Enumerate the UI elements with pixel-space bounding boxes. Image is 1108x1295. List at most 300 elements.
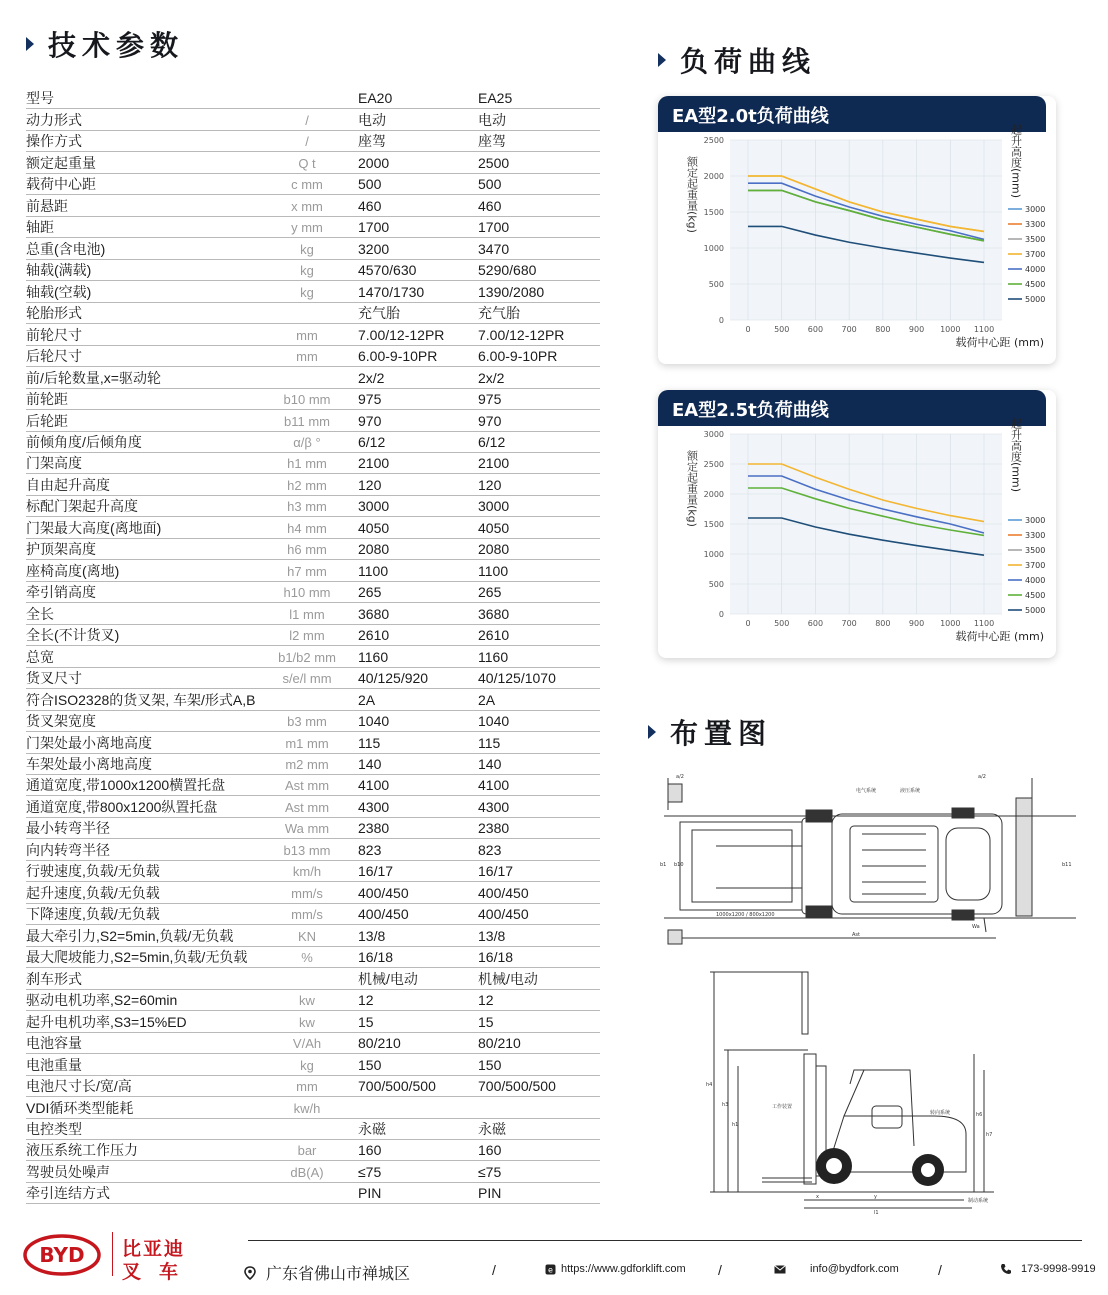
spec-row [26,281,600,302]
spec-value-ea20: 4300 [358,798,390,815]
legend-label: 4000 [1025,576,1046,585]
spec-value-ea20: 座驾 [358,133,386,150]
legend-label: 4500 [1025,591,1046,600]
y-axis-label: 额定起重量(kg) [685,156,699,233]
spec-name: 护顶架高度 [26,541,96,558]
spec-row [26,1054,600,1075]
spec-row [26,195,600,216]
spec-name: 货叉架宽度 [26,713,96,730]
y-tick-label: 3000 [703,430,724,439]
spec-name: 总宽 [26,648,54,665]
mail-icon [774,1264,786,1274]
spec-value-ea25: 6/12 [478,433,506,450]
spec-name: 总重(含电池) [26,240,106,257]
spec-row [26,732,600,753]
spec-value-ea25: 1160 [478,648,509,665]
spec-name: 轴载(满载) [26,262,92,279]
spec-value-ea20: 40/125/920 [358,670,429,687]
spec-value-ea20: 2080 [358,541,390,558]
spec-row [26,88,600,109]
spec-row [26,711,600,732]
y-tick-label: 1000 [703,550,724,559]
spec-value-ea20: 1700 [358,219,390,236]
chart-title: EA型2.0t负荷曲线 [672,106,829,127]
spec-value-ea25: 460 [478,197,502,214]
spec-name: 操作方式 [26,133,82,150]
spec-row [26,346,600,367]
curve-section-title: 负荷曲线 [680,45,817,78]
spec-value-ea25: 400/450 [478,884,529,901]
spec-value-ea25: 2080 [478,541,510,558]
spec-name: 行驶速度,负载/无负载 [26,863,160,880]
spec-value-ea20: 1160 [358,648,389,665]
x-tick-label: 700 [841,325,857,334]
spec-value-ea25: 500 [478,176,502,193]
x-tick-label: 500 [774,619,790,628]
spec-name: 前倾角度/后倾角度 [26,433,142,450]
spec-unit: Ast mm [284,799,330,815]
spec-unit: dB(A) [290,1164,324,1180]
spec-row [26,432,600,453]
spec-value-ea20: 460 [358,197,382,214]
legend-label: 3000 [1025,516,1046,525]
spec-row [26,796,600,817]
spec-value-ea25: 永磁 [478,1120,506,1137]
spec-row [26,453,600,474]
footer-address [244,1261,410,1284]
spec-value-ea25: 115 [478,734,501,751]
forklift-top-view-diagram [656,770,1086,950]
footer-phone[interactable] [1000,1263,1096,1275]
spec-value-ea20: 3000 [358,498,390,515]
spec-unit: h4 mm [287,520,327,536]
spec-row [26,603,600,624]
spec-value-ea20: 2000 [358,154,390,171]
svg-text:工作装置: 工作装置 [772,1104,793,1110]
spec-value-ea25: 160 [478,1142,502,1159]
spec-value-ea20: 2100 [358,455,390,472]
spec-value-ea25: 40/125/1070 [478,670,556,687]
spec-name: 座椅高度(离地) [26,562,120,579]
spec-row [26,839,600,860]
layout-section-header [648,712,772,752]
svg-text:b11: b11 [1062,862,1072,868]
spec-value-ea25: 4050 [478,519,510,536]
svg-text:a/2: a/2 [676,774,684,780]
y-tick-label: 2500 [703,460,724,469]
phone-icon [1000,1263,1012,1275]
spec-unit: h10 mm [283,585,331,601]
spec-value-ea20: 400/450 [358,884,409,901]
spec-value-ea20: 电动 [358,111,386,128]
spec-value-ea20: 机械/电动 [358,970,418,987]
spec-row [26,668,600,689]
x-tick-label: 0 [745,325,751,334]
spec-row [26,818,600,839]
svg-text:Ast: Ast [852,932,860,938]
spec-value-ea20: 16/18 [358,949,394,966]
svg-text:h3: h3 [722,1102,729,1108]
legend-label: 3700 [1025,561,1046,570]
spec-value-ea20: 3680 [358,605,390,622]
spec-unit: kg [300,284,314,300]
spec-unit: m2 mm [285,757,329,772]
spec-value-ea25: 1700 [478,219,510,236]
spec-row [26,367,600,388]
spec-row [26,474,600,495]
website-text[interactable]: https://www.gdforklift.com [561,1263,686,1275]
spec-name: VDI循环类型能耗 [26,1099,134,1116]
spec-value-ea20: 970 [358,412,382,429]
svg-text:制动系统: 制动系统 [968,1198,989,1204]
spec-name: 最大爬坡能力,S2=5min,负载/无负载 [26,949,248,966]
footer-slash: / [492,1262,496,1278]
spec-unit: m1 mm [285,735,329,751]
spec-value-ea25: 1040 [478,713,510,730]
spec-value-ea25: 16/18 [478,949,514,966]
svg-text:x: x [816,1194,819,1200]
spec-name: 货叉尺寸 [26,670,82,687]
x-tick-label: 1100 [973,325,995,334]
email-text[interactable]: info@bydfork.com [810,1263,899,1275]
spec-value-ea25: 975 [478,391,502,408]
spec-value-ea20: 115 [358,734,381,751]
y-tick-label: 2000 [703,172,724,181]
spec-value-ea20: 500 [358,176,382,193]
spec-value-ea20: 2610 [358,627,390,644]
plot-area [730,140,1002,320]
spec-unit: s/e/l mm [282,671,332,687]
x-tick-label: 1100 [973,619,995,628]
load-curve-card-2-5t [658,390,1056,658]
spec-name: 下降速度,负载/无负载 [26,906,160,923]
spec-name: 驱动电机功率,S2=60min [26,992,178,1009]
svg-text:b10: b10 [674,862,684,868]
x-tick-label: 600 [807,619,824,628]
spec-value-ea25: 970 [478,412,502,429]
spec-value-ea20: 975 [358,391,382,408]
legend-label: 3300 [1025,220,1046,229]
spec-name: 后轮尺寸 [26,348,82,365]
location-pin-icon [244,1266,256,1280]
x-tick-label: 700 [841,619,857,628]
spec-unit: Wa mm [284,821,330,837]
y-tick-label: 2500 [703,136,724,145]
spec-value-ea25: 充气胎 [478,305,520,322]
x-tick-label: 0 [745,619,751,628]
spec-unit: kw [299,993,315,1009]
spec-unit: Ast mm [284,778,330,794]
spec-row [26,131,600,152]
spec-value-ea25: 16/17 [478,863,514,880]
spec-value-ea20: 13/8 [358,927,386,944]
spec-value-ea25: 4300 [478,798,510,815]
logo-separator [112,1232,113,1276]
spec-name: 刹车形式 [26,970,82,987]
spec-value-ea20: 4570/630 [358,262,417,279]
svg-text:l1: l1 [874,1210,879,1216]
footer-website[interactable] [545,1263,686,1275]
spec-value-ea20: 2A [358,691,376,708]
legend-label: 3500 [1025,235,1046,244]
spec-value-ea20: 6.00-9-10PR [358,348,438,365]
spec-name: 门架处最小离地高度 [26,734,152,751]
y-tick-label: 500 [708,280,724,289]
spec-row [26,990,600,1011]
spec-name: 前轮距 [26,391,68,408]
x-axis-label: 载荷中心距 (mm) [955,336,1044,349]
svg-text:Wa: Wa [972,924,980,930]
bullet-triangle-icon [26,37,34,51]
spec-row [26,775,600,796]
layout-section-title: 布置图 [670,717,773,750]
spec-value-ea20: 150 [358,1056,382,1073]
spec-value-ea20: 6/12 [358,433,386,450]
spec-unit: km/h [292,864,322,880]
spec-unit: b11 mm [284,413,330,429]
spec-row [26,152,600,173]
x-axis-label: 载荷中心距 (mm) [955,630,1044,643]
spec-row [26,496,600,517]
svg-text:h7: h7 [986,1132,993,1138]
spec-row [26,174,600,195]
spec-name: 前/后轮数量,x=驱动轮 [26,369,161,386]
spec-row [26,968,600,989]
spec-value-ea25: 12 [478,992,494,1009]
spec-unit: mm [296,327,318,343]
spec-name: 电池容量 [26,1035,82,1052]
spec-value-ea20: 140 [358,756,382,772]
svg-text:BYD: BYD [39,1243,85,1267]
spec-row [26,303,600,324]
curve-section-header [658,40,816,80]
spec-unit: % [301,950,313,966]
spec-value-ea25: 7.00/12-12PR [478,326,565,343]
bullet-triangle-icon [648,725,656,739]
forklift-side-view-diagram [704,966,1004,1216]
spec-unit: mm [296,1079,318,1095]
spec-row [26,754,600,775]
y-tick-label: 0 [718,610,724,619]
spec-name: 通道宽度,带800x1200纵置托盘 [26,798,218,815]
spec-value-ea20: 120 [358,476,382,493]
spec-name: 自由起升高度 [26,476,110,493]
spec-name: 通道宽度,带1000x1200横置托盘 [26,777,226,794]
spec-value-ea25: 400/450 [478,906,529,923]
spec-name: 后轮距 [26,412,68,429]
spec-value-ea20: 4050 [358,519,390,536]
svg-text:液压系统: 液压系统 [900,788,921,794]
x-tick-label: 1000 [940,325,961,334]
spec-value-ea25: 3680 [478,605,510,622]
legend-label: 3000 [1025,205,1046,214]
spec-name: 驾驶员处噪声 [26,1163,110,1180]
spec-row [26,1119,600,1140]
svg-text:电气系统: 电气系统 [856,788,877,794]
spec-unit: b1/b2 mm [278,649,336,665]
spec-value-ea20: 265 [358,584,382,601]
spec-name: 载荷中心距 [26,176,96,193]
spec-value-ea20: 15 [358,1013,374,1030]
spec-row [26,1011,600,1032]
spec-name: 前轮尺寸 [26,326,82,343]
spec-value-ea20: EA20 [358,90,393,107]
spec-name: 牵引连结方式 [26,1185,110,1202]
spec-unit: KN [297,928,317,944]
legend-label: 3700 [1025,250,1046,259]
legend-label: 5000 [1025,606,1046,615]
footer-email[interactable] [774,1263,899,1275]
spec-section-header [26,24,184,64]
spec-unit: mm [296,349,318,365]
load-curve-card-2t [658,96,1056,364]
spec-unit: mm/s [291,885,323,901]
y-tick-label: 1500 [703,208,724,217]
spec-name: 轮胎形式 [26,305,82,322]
spec-row [26,582,600,603]
spec-value-ea20: 4100 [358,777,390,794]
legend-label: 3500 [1025,546,1046,555]
spec-row [26,217,600,238]
legend-label: 4000 [1025,265,1046,274]
spec-value-ea20: 2380 [358,820,390,837]
spec-value-ea20: 700/500/500 [358,1078,436,1095]
spec-name: 全长 [26,605,54,622]
spec-row [26,904,600,925]
spec-value-ea20: 2x/2 [358,369,385,386]
spec-row [26,560,600,581]
spec-name: 电控类型 [26,1120,82,1137]
spec-name: 全长(不计货叉) [26,627,120,644]
spec-name: 电池尺寸长/宽/高 [26,1078,132,1095]
spec-value-ea25: 140 [478,756,502,772]
spec-name: 门架高度 [26,455,82,472]
brand-cn-name: 比亚迪 [122,1238,186,1260]
spec-unit: h6 mm [287,542,327,558]
spec-name: 起升速度,负载/无负载 [26,884,160,901]
spec-name: 轴载(空载) [26,283,92,300]
y-tick-label: 1000 [703,244,724,253]
spec-unit: h2 mm [287,477,327,493]
spec-unit: h1 mm [287,456,327,472]
spec-unit: c mm [291,177,323,193]
spec-value-ea25: 1390/2080 [478,283,545,300]
spec-value-ea25: 80/210 [478,1035,521,1052]
x-tick-label: 800 [875,619,891,628]
spec-unit: b10 mm [283,392,331,408]
spec-value-ea25: PIN [478,1185,502,1202]
spec-row [26,882,600,903]
x-tick-label: 800 [875,325,891,334]
spec-row [26,1033,600,1054]
spec-value-ea25: 座驾 [478,133,506,150]
spec-row [26,1097,600,1118]
x-tick-label: 1000 [940,619,961,628]
spec-value-ea25: 13/8 [478,927,506,944]
spec-name: 最小转弯半径 [26,820,110,837]
y-tick-label: 1500 [703,520,724,529]
spec-name: 最大牵引力,S2=5min,负载/无负载 [26,927,234,944]
spec-row [26,625,600,646]
spec-name: 牵引销高度 [26,584,96,601]
spec-unit: Q t [298,155,316,171]
phone-text[interactable]: 173-9998-9919 [1021,1263,1096,1275]
y-tick-label: 500 [708,580,724,589]
spec-value-ea20: 160 [358,1142,382,1159]
spec-row [26,646,600,667]
web-icon [545,1264,556,1275]
spec-value-ea25: ≤75 [478,1163,502,1180]
spec-value-ea20: 1100 [358,562,389,579]
spec-name: 向内转弯半径 [26,841,110,858]
spec-name: 额定起重量 [26,154,96,171]
spec-row [26,260,600,281]
svg-text:a/2: a/2 [978,774,986,780]
spec-value-ea20: 823 [358,841,382,858]
svg-text:h1: h1 [732,1122,739,1128]
spec-name: 标配门架起升高度 [26,498,138,515]
spec-row [26,1140,600,1161]
spec-value-ea25: 700/500/500 [478,1078,556,1095]
footer-slash: / [938,1262,942,1278]
spec-unit: b3 mm [287,714,327,730]
spec-unit: y mm [291,220,323,236]
spec-value-ea20: 1470/1730 [358,283,425,300]
spec-row [26,238,600,259]
svg-text:转向系统: 转向系统 [930,1110,951,1116]
spec-value-ea20: 3200 [358,240,390,257]
spec-name: 型号 [26,90,54,107]
spec-value-ea25: 2100 [478,455,510,472]
spec-unit: α/β ° [293,434,321,450]
svg-text:b1: b1 [660,862,667,868]
x-tick-label: 500 [774,325,790,334]
svg-text:h6: h6 [976,1112,983,1118]
spec-row [26,689,600,710]
spec-value-ea25: 6.00-9-10PR [478,348,558,365]
spec-value-ea20: 400/450 [358,906,409,923]
spec-unit: l1 mm [289,606,325,622]
spec-value-ea25: 823 [478,841,502,858]
spec-value-ea25: 15 [478,1013,494,1030]
spec-value-ea25: 机械/电动 [478,970,538,987]
spec-value-ea25: 3000 [478,498,510,515]
spec-name: 动力形式 [26,111,82,128]
spec-row [26,324,600,345]
legend-label: 3300 [1025,531,1046,540]
spec-value-ea25: 4100 [478,777,510,794]
spec-unit: kg [300,1057,314,1073]
spec-value-ea25: EA25 [478,90,513,107]
spec-unit: V/Ah [292,1036,322,1052]
legend-label: 4500 [1025,280,1046,289]
spec-value-ea25: 150 [478,1056,502,1073]
spec-row [26,925,600,946]
spec-value-ea25: 265 [478,584,502,601]
x-tick-label: 600 [807,325,824,334]
footer-divider [248,1240,1082,1241]
spec-unit: b13 mm [283,842,331,858]
spec-unit: / [305,134,309,150]
spec-row [26,861,600,882]
spec-table [26,88,600,1204]
spec-row [26,1183,600,1204]
x-tick-label: 900 [908,325,925,334]
spec-value-ea20: 永磁 [358,1120,386,1137]
spec-unit: h3 mm [287,499,327,515]
spec-row [26,109,600,130]
spec-unit: kg [300,263,314,279]
